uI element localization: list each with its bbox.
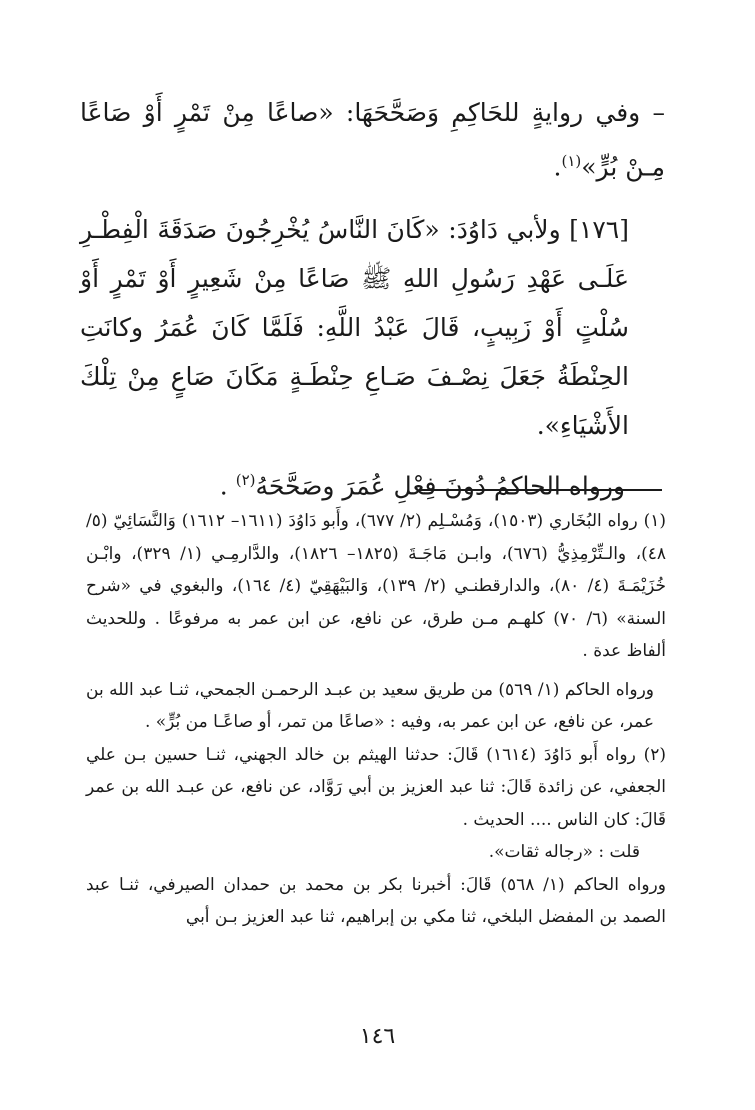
footnote-2-comment: قلت : «رجاله ثقات». [488,842,640,862]
paragraph-hakim-note [80,456,665,510]
paragraph-hadith-176: [١٧٦] ولأبي دَاوُدَ: «كَانَ النَّاسُ يُخْرِجُونَ صَدَقَةَ الْفِطْـرِ عَلَـى عَهْدِ رَسُولِ اللهِ ﷺ صَاعًا مِنْ شَعِيرٍ أَوْ تَمْرٍ أَوْ سُلْتٍ أَوْ زَبِيبٍ، قَالَ عَبْدُ اللَّهِ: فَلَمَّا كَانَ عُمَرُ وكانَتِ الحِنْطَةُ جَعَلَ نِصْـفَ صَـاعِ حِنْطَـةٍ مَكَانَ صَاعٍ مِنْ تِلْكَ الأَشْيَاءِ». [80,215,629,441]
paragraph-end: . [219,471,236,501]
footnote-ref: (٢) [235,471,256,490]
footnote-2: (٢) رواه أَبو دَاوُدَ (١٦١٤) قَالَ: حدثنا الهيثم بن خالد الجهني، ثنـا حسين بـن علي الجعفي، عن زائدة قَالَ: ثنا عبد العزيز بن أبي رَوَّاد، عن نافع، عن عبـد الله بن عمر قَالَ: كان الناس .... الحديث . [86,744,666,830]
paragraph-hakim-narration: – وفي روايةٍ للحَاكِمِ وَصَحَّحَهَا: «صاعًا مِنْ تَمْرٍ أَوْ صَاعًا مِـنْ بُرٍّ»$^{(١)}$. [80,98,665,182]
footnote-2-continued: ورواه الحاكم (١/ ٥٦٨) قَالَ: أخبرنا بكر بن محمد بن حمدان الصيرفي، ثنـا عبد الصمد بن المفضل البلخي، ثنا مكي بن إبراهيم، ثنا عبد العزيز بـن أبي [86,874,666,927]
main-text [80,88,665,511]
footnote-ref: (١) [561,152,582,170]
page-number: ١٤٦ [359,1024,396,1049]
footnote-1-continued: ورواه الحاكم (١/ ٥٦٩) من طريق سعيد بن عبـد الرحمـن الجمحي، ثنـا عبد الله بن عمر، عن نافع، عن ابن عمر به، وفيه : «صاعًا من تمر، أو صاعًـا من بُرٍّ» . [86,679,654,732]
footnotes [86,505,666,934]
footnote-divider [420,489,662,491]
paragraph-text: ورواه الحاكمُ دُونَ فِعْلِ عُمَرَ وصَحَّحَهُ [255,471,625,501]
footnote-1: (١) رواه البُخَاري (١٥٠٣)، وَمُسْـلِم (٢/ ٦٧٧)، وأَبو دَاوُدَ (١٦١١– ١٦١٢) وَالنَّسَائِيّ (٥/ ٤٨)، والـتِّرْمِذِيُّ (٦٧٦)، وابـن مَاجَـةَ (١٨٢٥– ١٨٢٦)، والدَّارمِـي (١/ ٣٢٩)، وابْـن خُزَيْمَـةَ (٤/ ٨٠)، والدارقطنـي (٢/ ١٣٩)، وَالبَيْهَقِيّ (٤/ ١٦٤)، والبغوي في «شرح السنة» (٦/ ٧٠) كلهـم مـن طرق، عن نافع، عن ابن عمر به مرفوعًا . وللحديث ألفاظ عدة . [86,511,667,661]
paragraph-text: – وفي روايةٍ للحَاكِمِ وَصَحَّحَهَا: «صاعًا مِنْ تَمْرٍ أَوْ صَاعًا مِـنْ بُرٍّ» [80,98,665,182]
